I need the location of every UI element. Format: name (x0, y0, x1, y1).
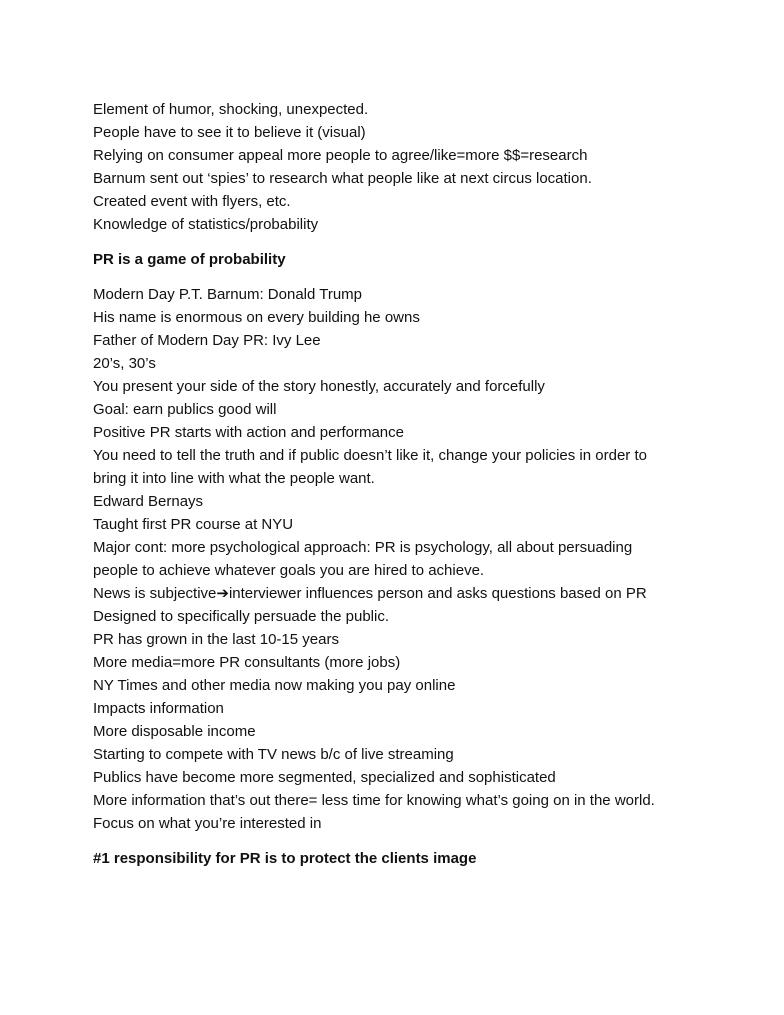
text-line: Impacts information (93, 700, 224, 717)
text-line: Element of humor, shocking, unexpected. (93, 101, 369, 118)
section-heading: PR is a game of probability (93, 251, 286, 268)
text-line: Positive PR starts with action and performance (93, 424, 404, 441)
text-line: Starting to compete with TV news b/c of live streaming (93, 746, 454, 763)
text-line: More information that’s out there= less time for knowing what’s going on in the world. (93, 792, 655, 809)
text-line: Father of Modern Day PR: Ivy Lee (93, 332, 321, 349)
text-line: Designed to specifically persuade the public. (93, 608, 390, 625)
text-line: News is subjective➔interviewer influences person and asks questions based on PR (93, 585, 647, 602)
text-line: Goal: earn publics good will (93, 401, 277, 418)
text-line: Publics have become more segmented, specialized and sophisticated (93, 769, 556, 786)
text-line: More disposable income (93, 723, 256, 740)
document-page (93, 98, 773, 870)
text-line: Focus on what you’re interested in (93, 815, 322, 832)
text-line: Knowledge of statistics/probability (93, 216, 319, 233)
text-line: Major cont: more psychological approach: PR is psychology, all about persuading (93, 539, 633, 556)
text-line: His name is enormous on every building he owns (93, 309, 420, 326)
text-line: Created event with flyers, etc. (93, 193, 291, 210)
text-line: Taught first PR course at NYU (93, 516, 294, 533)
text-line: NY Times and other media now making you pay online (93, 677, 456, 694)
text-line: bring it into line with what the people want. (93, 470, 375, 487)
text-line: Relying on consumer appeal more people to agree/like=more $$=research (93, 147, 588, 164)
text-line: Barnum sent out ‘spies’ to research what people like at next circus location. (93, 170, 592, 187)
notes-block-1 (93, 98, 773, 236)
text-line: PR has grown in the last 10-15 years (93, 631, 339, 648)
text-line: Modern Day P.T. Barnum: Donald Trump (93, 286, 363, 303)
text-line: People have to see it to believe it (visual) (93, 124, 366, 141)
text-line: You present your side of the story honestly, accurately and forcefully (93, 378, 545, 395)
section-heading: #1 responsibility for PR is to protect the clients image (93, 850, 477, 867)
text-line: people to achieve whatever goals you are hired to achieve. (93, 562, 485, 579)
text-line: More media=more PR consultants (more jobs) (93, 654, 401, 671)
text-line: 20’s, 30’s (93, 355, 156, 372)
notes-block-2 (93, 283, 773, 835)
text-line: Edward Bernays (93, 493, 204, 510)
text-line: You need to tell the truth and if public doesn’t like it, change your policies in order to (93, 447, 647, 464)
